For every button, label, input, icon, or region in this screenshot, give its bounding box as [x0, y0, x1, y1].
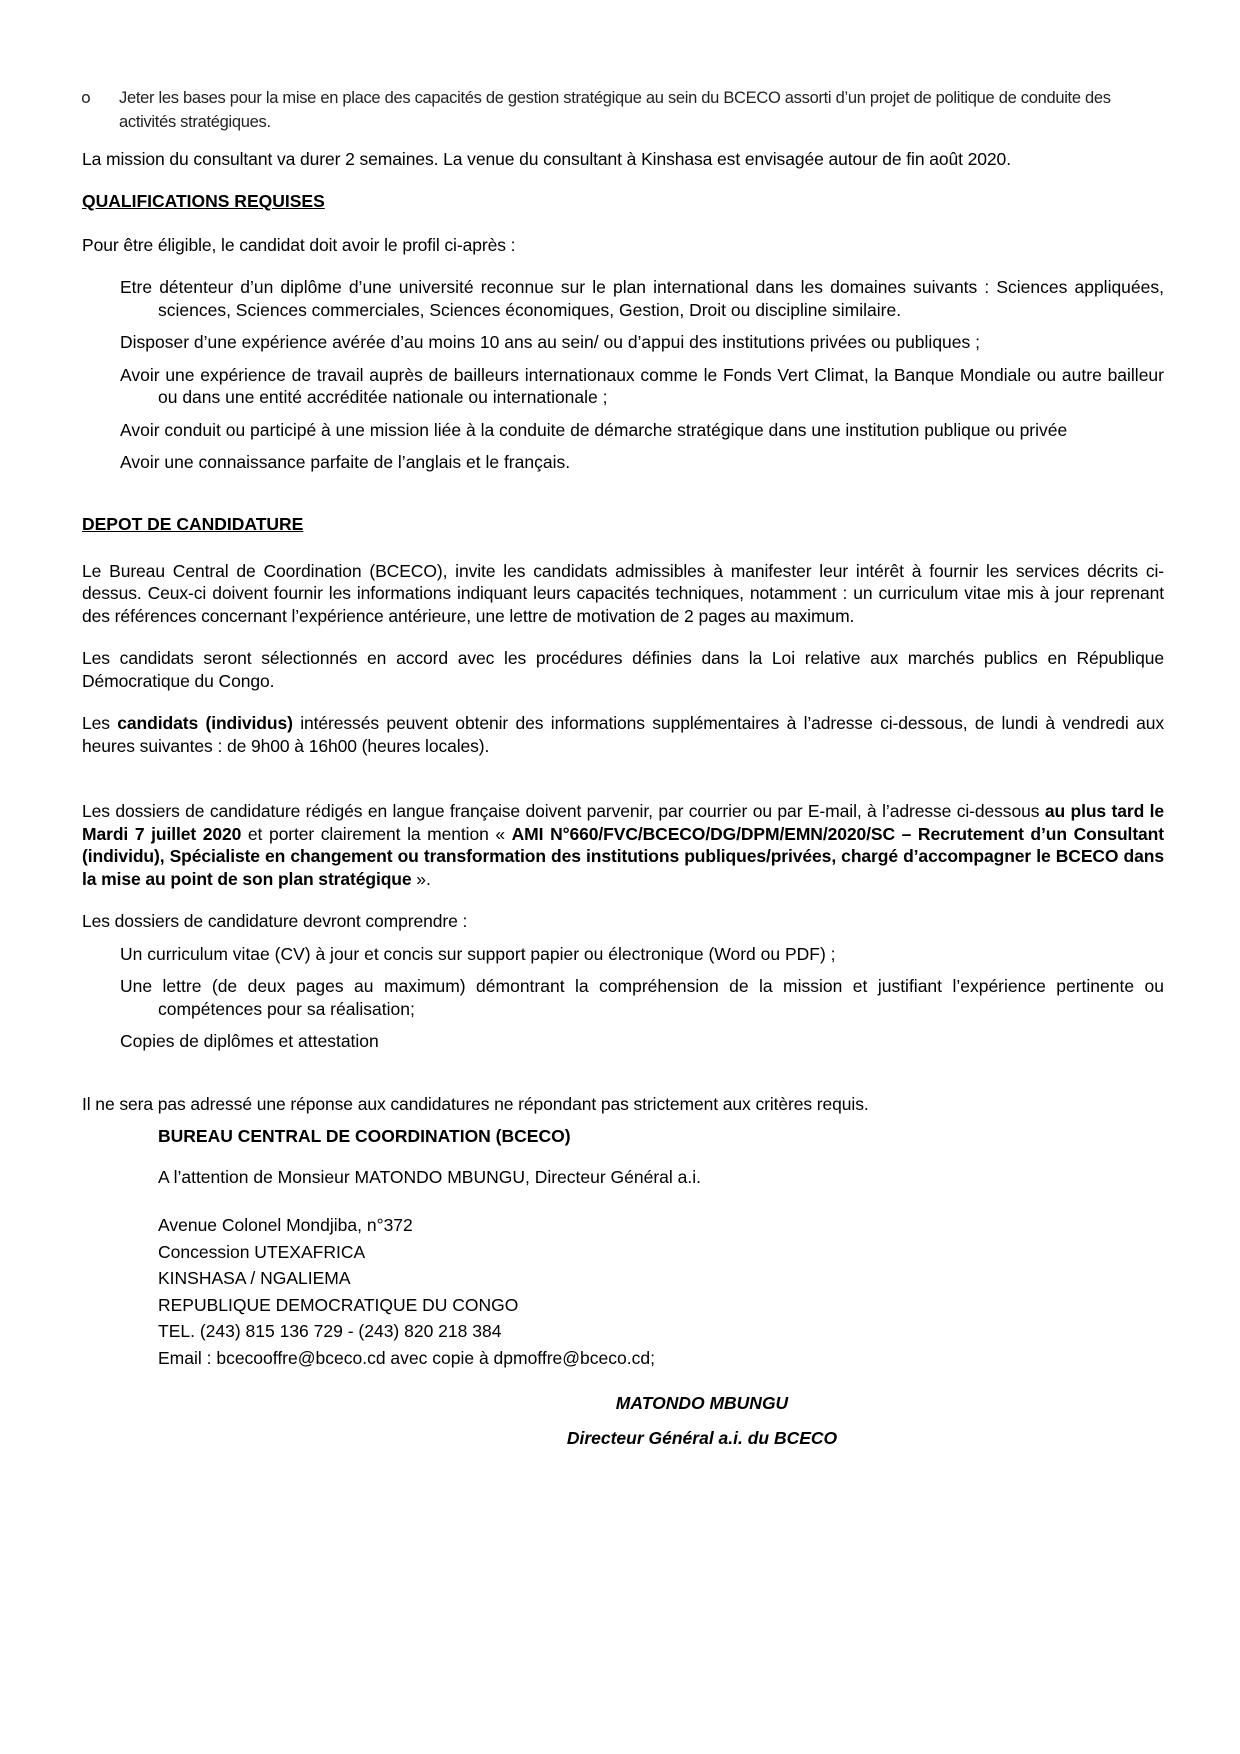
document-page	[82, 86, 1164, 1449]
attention-line: A l’attention de Monsieur MATONDO MBUNGU, Directeur Général a.i.	[158, 1166, 702, 1187]
list-item: Avoir une connaissance parfaite de l’anglais et le français.	[120, 452, 571, 472]
list-item: Un curriculum vitae (CV) à jour et concis sur support papier ou électronique (Word ou PDF) ;	[120, 943, 836, 964]
depot-paragraph-1: Le Bureau Central de Coordination (BCECO), invite les candidats admissibles à manifester leur intérêt à fournir les services décrits ci-dessus. Ceux-ci doivent fournir les informations indiquant leurs capacités techniques, notamment : un curriculum vitae mis à jour reprenant des références concernant l’expérience antérieure, une lettre de motivation de 2 pages au maximum.	[82, 560, 1164, 626]
intro-bullet-text: Jeter les bases pour la mise en place des capacités de gestion stratégique au sein du BCECO assorti d’un projet de politique de conduite des activités stratégiques.	[119, 89, 1111, 131]
organization-name: BUREAU CENTRAL DE COORDINATION (BCECO)	[158, 1126, 571, 1146]
list-item: Etre détenteur d’un diplôme d’une université reconnue sur le plan international dans les domaines suivants : Sciences appliquées, sciences, Sciences commerciales, Sciences économiques, Gestion, Droit ou discipline similaire.	[120, 277, 1164, 320]
depot-heading: DEPOT DE CANDIDATURE	[82, 513, 304, 534]
address-line: KINSHASA / NGALIEMA	[158, 1268, 351, 1288]
bold-run: candidats (individus)	[117, 713, 293, 733]
text-run: Les dossiers de candidature rédigés en langue française doivent parvenir, par courrier ou par E-mail, à l’adresse ci-dessous	[82, 801, 1045, 821]
depot-paragraph-3	[82, 712, 1164, 757]
list-item: Disposer d’une expérience avérée d’au moins 10 ans au sein/ ou d’appui des institutions privées ou publiques ;	[120, 332, 980, 352]
list-item: Avoir conduit ou participé à une mission liée à la conduite de démarche stratégique dans une institution publique ou privée	[120, 419, 1068, 440]
list-item: Une lettre (de deux pages au maximum) démontrant la compréhension de la mission et justifiant l’expérience pertinente ou compétences pour sa réalisation;	[120, 976, 1164, 1019]
qualifications-list	[120, 276, 1164, 474]
reference-mention: AMI N°660/FVC/BCECO/DG/DPM/EMN/2020/SC – Recrutement d’un Consultant (individu), Spécialiste en changement ou transformation des institutions publiques/privées, chargé d’accompagner le BCECO dans la mise au point de son plan stratégique	[82, 823, 1164, 889]
address-line: REPUBLIQUE DEMOCRATIQUE DU CONGO	[158, 1294, 519, 1315]
no-reply-notice: Il ne sera pas adressé une réponse aux candidatures ne répondant pas strictement aux critères requis.	[82, 1093, 869, 1114]
depot-paragraph-4	[82, 800, 1164, 890]
mission-paragraph: La mission du consultant va durer 2 semaines. La venue du consultant à Kinshasa est envisagée autour de fin août 2020.	[82, 149, 1011, 169]
signatory-name: MATONDO MBUNGU	[615, 1393, 789, 1413]
address-line: Avenue Colonel Mondjiba, n°372	[158, 1215, 413, 1235]
address-line: Concession UTEXAFRICA	[158, 1241, 366, 1262]
signatory-title: Directeur Général a.i. du BCECO	[566, 1428, 838, 1448]
list-item: Copies de diplômes et attestation	[120, 1031, 379, 1051]
address-block	[158, 1123, 1164, 1371]
text-run: ».	[411, 868, 431, 889]
phone-line: TEL. (243) 815 136 729 - (243) 820 218 384	[158, 1321, 502, 1341]
qualifications-heading: QUALIFICATIONS REQUISES	[82, 190, 325, 211]
intro-bullet	[81, 86, 1164, 134]
deadline: au plus tard le Mardi 7 juillet 2020	[82, 801, 1164, 844]
dossier-list	[120, 943, 1164, 1053]
text-run: Les	[82, 713, 118, 733]
text-run: intéressés peuvent obtenir des informations supplémentaires à l’adresse ci-dessous, de lundi à vendredi aux heures suivantes : de 9h00 à 16h00 (heures locales).	[82, 713, 1164, 756]
list-item: Avoir une expérience de travail auprès de bailleurs internationaux comme le Fonds Vert Climat, la Banque Mondiale ou autre bailleur ou dans une entité accréditée nationale ou internationale ;	[120, 364, 1164, 407]
dossier-intro: Les dossiers de candidature devront comprendre :	[82, 911, 468, 931]
depot-paragraph-2: Les candidats seront sélectionnés en accord avec les procédures définies dans la Loi relative aux marchés publics en République Démocratique du Congo.	[82, 648, 1164, 691]
email-line: Email : bcecooffre@bceco.cd avec copie à dpmoffre@bceco.cd;	[158, 1347, 655, 1368]
text-run: et porter clairement la mention «	[241, 823, 512, 844]
bullet-o-icon: o	[81, 88, 91, 107]
signature-block	[482, 1393, 922, 1449]
qualifications-intro: Pour être éligible, le candidat doit avoir le profil ci-après :	[82, 234, 516, 255]
